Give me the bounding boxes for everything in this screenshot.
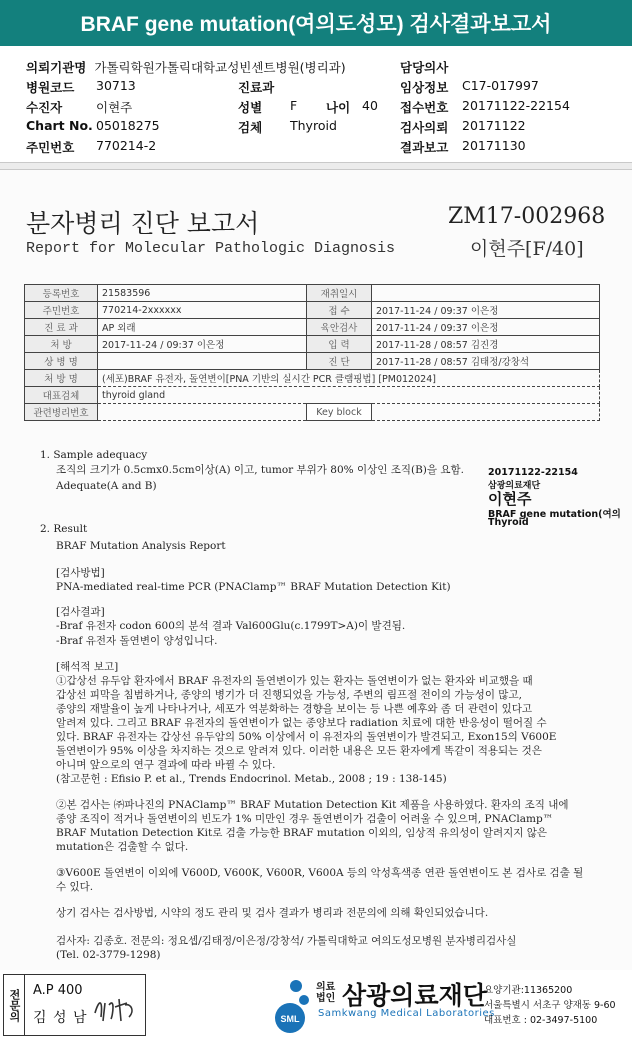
closing-statement: 상기 검사는 검사방법, 시약의 정도 관리 및 검사 결과가 병리과 전문의에 의해 확인되었습니다. bbox=[56, 907, 489, 919]
specialist-stamp-label: 전문의 bbox=[3, 974, 25, 1036]
id-value: 770214-2 bbox=[96, 138, 157, 153]
brand-small-2: 법인 bbox=[316, 993, 336, 1004]
receive-label: 접 수 bbox=[307, 302, 372, 319]
handwritten-signature-icon bbox=[91, 993, 139, 1025]
report-banner-title: BRAF gene mutation(여의도성모) 검사결과보고서 bbox=[0, 0, 632, 46]
idn-value: 770214-2xxxxxx bbox=[98, 302, 307, 319]
result-heading: [검사결과] bbox=[56, 606, 105, 618]
interp1-line1: ①갑상선 유두암 환자에서 BRAF 유전자의 돌연변이가 있는 환자는 돌연변이가 없는 환자와 비교했을 때 bbox=[56, 675, 533, 687]
clinical-label: 임상정보 bbox=[400, 80, 449, 95]
id-label: 주민번호 bbox=[26, 140, 75, 155]
signers-line: 검사자: 김종호. 전문의: 정요셉/김태정/이은정/강창석/ 가톨릭대학교 여의도성모병원 분자병리검사실 bbox=[56, 935, 517, 947]
request-value: 20171122 bbox=[462, 118, 526, 133]
prescribe-label: 처 방 bbox=[25, 336, 98, 353]
patient-tag: 이현주[F/40] bbox=[470, 238, 584, 260]
receive-value: 2017-11-24 / 09:37 이은정 bbox=[372, 302, 600, 319]
section2-title: 2. Result bbox=[40, 523, 88, 535]
footer-info-3: 대표번호 : 02-3497-5100 bbox=[484, 1015, 598, 1026]
stamp-patient: 이현주 bbox=[488, 490, 532, 508]
method-heading: [검사방법] bbox=[56, 567, 105, 579]
stamp-test: BRAF gene mutation(여의 bbox=[488, 509, 621, 520]
signature-box bbox=[24, 974, 146, 1036]
patient-value: 이현주 bbox=[96, 100, 133, 115]
input-label: 입 력 bbox=[307, 336, 372, 353]
stamp-org: 삼광의료재단 bbox=[488, 481, 541, 491]
interp1-line7: 아니며 앞으로의 연구 결과에 따라 바뀔 수 있다. bbox=[56, 759, 276, 771]
prescribe-value: 2017-11-24 / 09:37 이은정 bbox=[98, 336, 307, 353]
report-title-en: Report for Molecular Pathologic Diagnosis bbox=[26, 240, 396, 257]
interp3-line2: 수 있다. bbox=[56, 881, 94, 893]
related-value bbox=[98, 404, 307, 421]
method-text: PNA-mediated real-time PCR (PNAClamp™ BRAF Mutation Detection Kit) bbox=[56, 581, 451, 593]
institution-label: 의뢰기관명 bbox=[26, 60, 87, 75]
receipt-value: 20171122-22154 bbox=[462, 98, 570, 113]
interp2-line3: BRAF Mutation Detection Kit로 검출 가능한 BRAF mutation 이외의, 임상적 유의성이 알려지지 않은 bbox=[56, 827, 548, 839]
exam-label: 육안검사 bbox=[307, 319, 372, 336]
diag-value: 2017-11-28 / 08:57 김태정/강창석 bbox=[372, 353, 600, 370]
report-title-kr: 분자병리 진단 보고서 bbox=[26, 209, 260, 238]
interp1-line6: 돌연변이가 95% 이상을 차지하는 것으로 알려져 있다. 이러한 내용은 모든 환자에게 똑같이 적용되는 것은 bbox=[56, 745, 542, 757]
interp1-line4: 알려져 있다. 그리고 BRAF 유전자의 돌연변이가 없는 종양보다 radiation 치료에 대한 반응성이 떨어질 수 bbox=[56, 717, 547, 729]
ap-code: A.P 400 bbox=[33, 983, 83, 998]
sex-label: 성별 bbox=[238, 100, 263, 115]
footer-info-1: 요양기관:11365200 bbox=[484, 985, 573, 996]
status-value bbox=[372, 285, 600, 302]
sex-value: F bbox=[290, 98, 298, 113]
report-date-label: 결과보고 bbox=[400, 140, 449, 155]
keyblock-value bbox=[372, 404, 600, 421]
ward-label: 상 병 명 bbox=[25, 353, 98, 370]
request-label: 검사의뢰 bbox=[400, 120, 449, 135]
interp1-line3: 종양의 재발율이 높게 나타나거나, 세포가 역분화하는 경향을 보이는 등 나쁜 예후와 좀 더 관련이 있다고 bbox=[56, 703, 533, 715]
dept-label: 진료과 bbox=[238, 80, 275, 95]
keyblock-label: Key block bbox=[307, 404, 372, 421]
interp2-line4: mutation은 검출할 수 없다. bbox=[56, 841, 189, 853]
doctor-label: 담당의사 bbox=[400, 60, 449, 75]
footer-info-2: 서울특별시 서초구 양재동 9-60 bbox=[484, 1000, 616, 1011]
logo-text: SML bbox=[280, 1014, 300, 1024]
report-date-value: 20171130 bbox=[462, 138, 526, 153]
interp2-line2: 종양 조직이 적거나 돌연변이의 빈도가 1% 미만인 경우 돌연변이가 검출이 어려울 수 있으며, PNAClamp™ bbox=[56, 813, 554, 825]
reg-label: 등록번호 bbox=[25, 285, 98, 302]
age-value: 40 bbox=[362, 98, 378, 113]
footer bbox=[0, 970, 632, 1040]
signer-name: 김 성 남 bbox=[33, 1010, 88, 1026]
interp1-line2: 갑상선 피막을 침범하거나, 종양의 병기가 더 진행되었을 가능성, 주변의 림프절 전이의 가능성이 많고, bbox=[56, 689, 522, 701]
patient-info-table bbox=[24, 284, 600, 421]
clinical-value: C17-017997 bbox=[462, 78, 539, 93]
interpretation-heading: [해석적 보고] bbox=[56, 661, 119, 673]
method-value: (세포)BRAF 유전자, 돌연변이[PNA 기반의 실시간 PCR 클램핑법] [PM012024] bbox=[98, 370, 600, 387]
stamp-specimen: Thyroid bbox=[488, 517, 529, 528]
sml-logo-icon bbox=[268, 974, 312, 1036]
interp1-reference: (참고문헌 : Efisio P. et al., Trends Endocrinol. Metab., 2008 ; 19 : 138-145) bbox=[56, 773, 447, 785]
stamp-receipt: 20171122-22154 bbox=[488, 467, 578, 478]
result-line2: -Braf 유전자 돌연변이 양성입니다. bbox=[56, 635, 218, 647]
specimen-label: 검체 bbox=[238, 120, 263, 135]
interp2-line1: ②본 검사는 ㈜파나진의 PNAClamp™ BRAF Mutation Detection Kit 제품을 사용하였다. 환자의 조직 내에 bbox=[56, 799, 569, 811]
section-divider bbox=[0, 162, 632, 170]
specimen-table-label: 대표검체 bbox=[25, 387, 98, 404]
interp3-line1: ③V600E 돌연변이 이외에 V600D, V600K, V600R, V600A 등의 악성흑색종 연관 돌연변이도 본 검사로 검출 될 bbox=[56, 867, 584, 879]
method-label: 처 방 명 bbox=[25, 370, 98, 387]
section1-line1: 조직의 크기가 0.5cmx0.5cm이상(A) 이고, tumor 부위가 80% 이상인 조직(B)을 요함. bbox=[56, 464, 465, 476]
patient-label: 수진자 bbox=[26, 100, 63, 115]
tel-line: (Tel. 02-3779-1298) bbox=[56, 949, 161, 961]
institution-value: 가톨릭학원가톨릭대학교성빈센트병원(병리과) bbox=[94, 60, 346, 75]
section2-subtitle: BRAF Mutation Analysis Report bbox=[56, 540, 226, 552]
diag-label: 진 단 bbox=[307, 353, 372, 370]
related-label: 관련병리번호 bbox=[25, 404, 98, 421]
institution-row bbox=[26, 58, 346, 76]
receipt-label: 접수번호 bbox=[400, 100, 449, 115]
dept-label: 진 료 과 bbox=[25, 319, 98, 336]
chart-label: Chart No. bbox=[26, 118, 93, 133]
section1-title: 1. Sample adequacy bbox=[40, 449, 148, 461]
ward-value bbox=[98, 353, 307, 370]
exam-value: 2017-11-24 / 09:37 이은정 bbox=[372, 319, 600, 336]
reg-value: 21583596 bbox=[98, 285, 307, 302]
report-code: ZM17-002968 bbox=[448, 204, 606, 229]
result-line1: -Braf 유전자 codon 600의 분석 결과 Val600Glu(c.1799T>A)이 발견됨. bbox=[56, 620, 406, 632]
chart-value: 05018275 bbox=[96, 118, 160, 133]
brand-name-en: Samkwang Medical Laboratories bbox=[318, 1008, 495, 1019]
hospital-code-label: 병원코드 bbox=[26, 80, 75, 95]
interp1-line5: 있다. BRAF 유전자는 갑상선 유두암의 50% 이상에서 이 유전자의 돌연변이가 발견되고, Exon15의 V600E bbox=[56, 731, 557, 743]
brand-name-kr: 삼광의료재단 bbox=[342, 981, 487, 1010]
specimen-value: Thyroid bbox=[290, 118, 337, 133]
age-label: 나이 bbox=[326, 100, 351, 115]
status-label: 재취일시 bbox=[307, 285, 372, 302]
specimen-table-value: thyroid gland bbox=[98, 387, 600, 404]
brand-small bbox=[316, 982, 335, 1004]
idn-label: 주민번호 bbox=[25, 302, 98, 319]
section1-line2: Adequate(A and B) bbox=[56, 480, 157, 492]
hospital-code-value: 30713 bbox=[96, 78, 136, 93]
dept-value: AP 외래 bbox=[98, 319, 307, 336]
input-value: 2017-11-28 / 08:57 김진경 bbox=[372, 336, 600, 353]
brand-small-1: 의료 bbox=[316, 982, 336, 993]
